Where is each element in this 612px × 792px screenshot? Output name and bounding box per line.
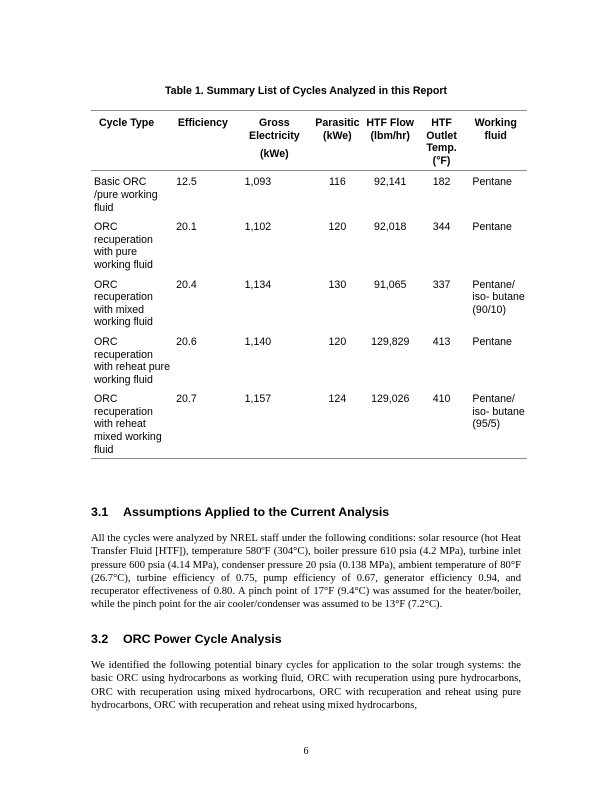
header-efficiency [170,111,236,171]
cell-htf-outlet-temp: 410 [432,393,451,406]
cell-parasitic: 120 [328,221,347,234]
cell-gross-electricity: 1,140 [244,335,272,348]
cell-gross-electricity: 1,134 [244,278,272,291]
section-title: ORC Power Cycle Analysis [123,632,282,646]
cell-htf-flow: 92,018 [374,221,407,234]
cell-efficiency: 20.4 [176,278,197,291]
page-number: 6 [303,746,309,757]
cell-gross-electricity: 1,093 [244,176,272,189]
cell-parasitic: 116 [328,176,346,189]
header-htf-outlet-temp [419,111,465,171]
section-number: 3.1 [91,505,109,519]
cell-working-fluid: Pentane/ iso- butane (95/5) [472,393,525,431]
header-gross-electricity [236,111,313,171]
cell-working-fluid: Pentane [472,176,512,189]
section-heading-3-2 [91,632,282,646]
cycles-summary-table [91,110,527,459]
cell-efficiency: 20.6 [176,335,197,348]
header-unit: (kWe) [260,148,289,161]
header-label: Cycle Type [99,117,155,129]
section-body-3-1: All the cycles were analyzed by NREL staff under the following conditions: solar resource (hot Heat Transfer Fluid [HTF]), temperature 580ºF (304°C), boiler pressure 610 psia (4.2 MPa), turbine inlet pressure 600 psia (4.14 MPa), condenser pressure 20 psia (0.138 MPa), ambient temperature of 80°F (26.7°C), turbine efficiency of 0.75, pump efficiency of 0.67, generator efficiency 0.94, and recuperator effectiveness of 0.80. A pinch point of 17°F (9.4°C) was assumed for the heater/boiler, while the pinch point for the air cooler/condenser was assumed to be 13°F (7.2°C). [91,533,521,611]
cell-efficiency: 20.1 [176,221,197,234]
section-number: 3.2 [91,632,109,646]
cell-parasitic: 130 [328,278,347,291]
header-working-fluid [464,111,527,171]
cell-working-fluid: Pentane [472,335,512,348]
cell-htf-outlet-temp: 344 [432,221,451,234]
cell-cycle-type: Basic ORC /pure working fluid [94,176,158,214]
header-parasitic [313,111,362,171]
cell-htf-flow: 92,141 [374,176,407,189]
cell-htf-outlet-temp: 413 [432,335,451,348]
cell-htf-flow: 91,065 [374,278,407,291]
cell-parasitic: 120 [328,335,347,348]
cell-efficiency: 12.5 [176,176,197,189]
header-label: Gross Electricity [249,117,300,142]
cell-gross-electricity: 1,102 [244,221,272,234]
table-row [91,216,527,273]
section-body-3-2: We identified the following potential binary cycles for application to the solar trough systems: the basic ORC using hydrocarbons as working fluid, ORC with recuperation using pure hydrocarbons, ORC with recuperation using mixed hydrocarbons, ORC with recuperation and reheat using pure hydrocarbons, ORC with recuperation and reheat using mixed hydrocarbons, [91,660,521,711]
cell-working-fluid: Pentane/ iso- butane (90/10) [472,278,525,316]
header-label: HTF Outlet Temp. (°F) [426,117,457,167]
cell-efficiency: 20.7 [176,393,197,406]
cell-working-fluid: Pentane [472,221,512,234]
header-label: Efficiency [177,117,228,129]
header-label: Parasitic (kWe) [315,117,360,142]
section-title: Assumptions Applied to the Current Analysis [123,505,390,519]
cell-cycle-type: ORC recuperation with reheat pure working fluid [94,335,170,386]
table-row [91,331,527,388]
cell-htf-outlet-temp: 337 [432,278,451,291]
table-header-row [91,111,527,171]
table-caption: Table 1. Summary List of Cycles Analyzed in this Report [165,85,447,97]
cell-cycle-type: ORC recuperation with reheat mixed working fluid [94,393,162,456]
cell-gross-electricity: 1,157 [244,393,272,406]
header-cycle-type [91,111,170,171]
header-label: Working fluid [474,117,517,142]
cell-htf-flow: 129,026 [371,393,410,406]
table-row [91,171,527,216]
cell-htf-outlet-temp: 182 [432,176,451,189]
table-row [91,274,527,331]
table-row [91,388,527,458]
cell-parasitic: 124 [328,393,347,406]
cell-htf-flow: 129,829 [371,335,410,348]
cell-cycle-type: ORC recuperation with pure working fluid [94,221,153,271]
cell-cycle-type: ORC recuperation with mixed working fluid [94,278,153,329]
header-label: HTF Flow (lbm/hr) [366,117,415,142]
header-htf-flow [362,111,419,171]
section-heading-3-1 [91,505,389,519]
